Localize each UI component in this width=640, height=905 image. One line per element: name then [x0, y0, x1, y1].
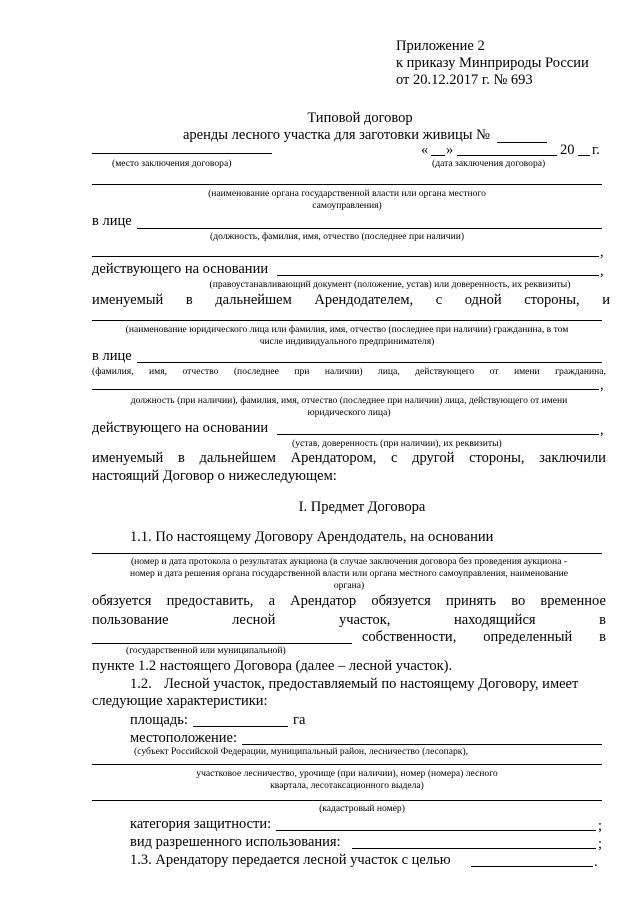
tenant-named-line-2: настоящий Договор о нижеследующем: [92, 468, 337, 484]
tenant-fio-caption: (фамилия, имя, отчество (последнее при наличии) лица, действующего от имени гражданина, [92, 366, 606, 377]
location-caption: (субъект Российской Федерации, муниципальный район, лесничество (лесопарк), [134, 746, 469, 757]
permitted-use-semicolon: ; [598, 836, 603, 852]
place-blank [92, 153, 272, 154]
landlord-position-caption: (должность, фамилия, имя, отчество (последнее при наличии) [210, 231, 465, 242]
obligation-line: обязуется предоставить, а Арендатор обязуется принять во временное [92, 593, 606, 609]
tenant-in-person: в лице [92, 348, 132, 364]
auction-blank [92, 553, 602, 554]
auction-caption-1: (номер и дата протокола о результатах аукциона (в случае заключения договора без проведения аукциона - [130, 556, 568, 567]
tenant-position-caption-1: должность (при наличии), фамилия, имя, отчество (последнее при наличии) лица, действующего от имени [130, 395, 568, 406]
ownership-caption: (государственной или муниципальной) [126, 645, 286, 656]
clause-1-2-line-2: следующие характеристики: [92, 693, 268, 709]
clause-1-3: 1.3. Арендатору передается лесной участок с целью [130, 852, 451, 868]
ownership-blank [92, 643, 352, 644]
tenant-basis-blank [277, 434, 599, 435]
clause-1-2-number: 1.2. [130, 676, 152, 692]
year-prefix: 20 [560, 142, 575, 158]
forestry-caption-1: участковое лесничество, урочище (при наличии), номер (номера) лесного [196, 768, 498, 779]
date-caption: (дата заключения договора) [432, 158, 546, 169]
area-unit: га [293, 712, 306, 728]
cadastral-caption: (кадастровый номер) [319, 803, 405, 814]
tenant-name-blank [92, 320, 602, 321]
clause-1-1: 1.1. По настоящему Договору Арендодатель, на основании [130, 529, 494, 545]
open-quote: « [421, 142, 429, 158]
clause-1-2-text: Лесной участок, предоставляемый по настоящему Договору, имеет [164, 676, 579, 692]
tenant-basis-caption: (устав, доверенность (при наличии), их реквизиты) [292, 438, 502, 449]
forestry-caption-2: квартала, лесотаксационного выдела) [270, 780, 424, 791]
forestry-blank [92, 764, 602, 765]
location-blank [242, 744, 602, 745]
close-quote: » [446, 142, 454, 158]
tenant-position-caption-2: юридического лица) [307, 407, 391, 418]
permitted-use-blank [352, 848, 596, 849]
landlord-comma-1: , [600, 244, 604, 260]
day-blank [431, 155, 445, 156]
purpose-period: . [594, 854, 598, 870]
auction-caption-3: органа) [333, 580, 365, 591]
document-title: Типовой договор [307, 110, 413, 126]
landlord-person-blank-2 [92, 256, 599, 257]
month-blank [457, 155, 557, 156]
area-blank [193, 726, 288, 727]
section-heading: I. Предмет Договора [298, 499, 426, 515]
year-blank [578, 155, 590, 156]
landlord-acting-basis: действующего на основании [92, 261, 269, 277]
auction-caption-2: номер и дата решения органа государственной власти или органа местного самоуправления, наименование [129, 568, 569, 579]
protection-label: категория защитности: [130, 816, 272, 832]
authority-caption-2: самоуправления) [312, 200, 382, 211]
ownership-line: собственности, определенный в [362, 629, 606, 645]
landlord-person-blank [137, 228, 602, 229]
tenant-acting-basis: действующего на основании [92, 420, 269, 436]
landlord-basis-caption: (правоустанавливающий документ (положение, устав) или доверенность, их реквизиты) [209, 279, 571, 290]
purpose-blank [471, 866, 593, 867]
place-caption: (место заключения договора) [112, 158, 232, 169]
landlord-named-line: именуемый в дальнейшем Арендодателем, с одной стороны, и [92, 292, 610, 308]
tenant-named-line: именуемый в дальнейшем Арендатором, с другой стороны, заключили [92, 450, 606, 466]
landlord-in-person: в лице [92, 213, 132, 229]
year-suffix: г. [592, 142, 600, 158]
contract-number-blank [497, 142, 547, 143]
document-subtitle: аренды лесного участка для заготовки живицы № [183, 127, 490, 143]
tenant-comma-2: , [600, 422, 604, 438]
authority-caption-1: (наименование органа государственной власти или органа местного [208, 188, 486, 199]
landlord-comma-2: , [600, 263, 604, 279]
permitted-use-label: вид разрешенного использования: [130, 834, 341, 850]
landlord-basis-blank [277, 275, 599, 276]
cadastral-blank [92, 800, 602, 801]
tenant-comma-1: , [600, 377, 604, 393]
tenant-name-caption-2: числе индивидуального предпринимателя) [259, 336, 435, 347]
location-label: местоположение: [130, 730, 237, 746]
clause-reference: пункте 1.2 настоящего Договора (далее – лесной участок). [92, 658, 453, 674]
appendix-line-1: Приложение 2 [396, 38, 485, 54]
protection-semicolon: ; [598, 818, 603, 834]
appendix-line-3: от 20.12.2017 г. № 693 [396, 72, 533, 88]
tenant-person-blank-2 [92, 389, 599, 390]
use-line: пользование лесной участок, находящийся в [92, 612, 606, 628]
tenant-name-caption-1: (наименование юридического лица или фамилия, имя, отчество (последнее при наличии) гражданина, в том [125, 324, 569, 335]
authority-blank [92, 184, 602, 185]
area-label: площадь: [130, 712, 188, 728]
protection-blank [276, 830, 596, 831]
tenant-person-blank [137, 362, 602, 363]
appendix-line-2: к приказу Минприроды России [396, 55, 589, 71]
